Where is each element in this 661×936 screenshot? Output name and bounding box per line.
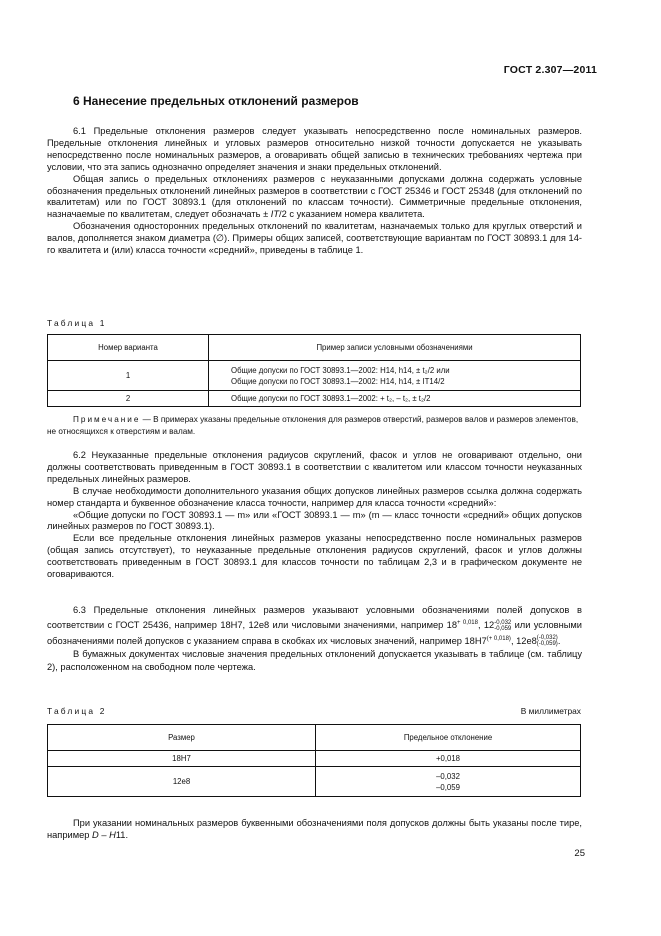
table-2-header-size: Размер: [48, 725, 316, 751]
paragraph-6-3: 6.3 Предельные отклонения линейных размеров указывают условными обозначениями полей допусков в соответствии с ГОСТ 25436, например 18H7, 12e8 или числовыми значениями, например $18^{+ 0,018}$, 12-0,032 -0,059 или условными обозначениями полей допусков с указанием справа в скобках их числовых значений, например $18H7^{(+ 0,018)}$, 12e8(-0,032) (-0,059). В бумажных документах числовые значения предельных отклонений допускается указывать в таблице (см. таблицу 2), расположенном на свободном поле чертежа.: [47, 605, 582, 672]
table-1-header-example: Пример записи условными обозначениями: [209, 335, 581, 361]
section-title: 6 Нанесение предельных отклонений размеров: [73, 94, 359, 108]
table-1-note: Примечание — В примерах указаны предельные отклонения для размеров отверстий, размеров валов и размеров элементов, не относящихся к отверстиям и валам.: [47, 415, 579, 436]
paragraph-6-2: 6.2 Неуказанные предельные отклонения радиусов скруглений, фасок и углов не оговаривают отдельно, они должны соответствовать приведенным в ГОСТ 30893.1 в соответствии с квалитетом или классом точности неуказанных предельных линейных размеров. В случае необходимости дополнительного указания общих допусков линейных размеров ссылка должна содержать номер стандарта и буквенное обозначение класса точности, например для класса точности «средний»: «Общие допуски по ГОСТ 30893.1 — m» или «ГОСТ 30893.1 — m» (m — класс точности «средний» общих допусков линейных размеров по ГОСТ 30893.1). Если все предельные отклонения линейных размеров указаны непосредственно после номинальных размеров (общая запись отсутствует), то неуказанные предельные отклонения радиусов скруглений, фасок и углов должны соответствовать приведенным в ГОСТ 30893.1 для классов точности по таблицам 2,3 и в графическом документе не оговариваются.: [47, 450, 582, 580]
table-row: 18H7 +0,018: [48, 751, 581, 767]
document-header: ГОСТ 2.307—2011: [503, 64, 597, 76]
table-1: [47, 334, 581, 407]
table-2-units: В миллиметрах: [520, 706, 581, 716]
table-2-caption: Таблица 2: [47, 706, 107, 716]
paragraph-final: При указании номинальных размеров буквенными обозначениями поля допусков должны быть указаны после тире, например D – H11.: [47, 818, 582, 840]
table-1-header-number: Номер варианта: [48, 335, 209, 361]
table-row: 2 Общие допуски по ГОСТ 30893.1—2002: + t₂, – t₂, ± t₂/2: [48, 391, 581, 407]
table-row: 12e8 –0,032 –0,059: [48, 767, 581, 797]
table-2-header-deviation: Предельное отклонение: [316, 725, 581, 751]
table-2: [47, 724, 581, 797]
page-number: 25: [574, 848, 585, 859]
table-row: 1 Общие допуски по ГОСТ 30893.1—2002: H14, h14, ± t₂/2 или Общие допуски по ГОСТ 30893.1—2002: H14, h14, ± IT14/2: [48, 361, 581, 391]
table-1-caption: Таблица 1: [47, 318, 107, 328]
paragraph-6-1: 6.1 Предельные отклонения размеров следует указывать непосредственно после номинальных размеров. Предельные отклонения линейных и угловых размеров относительно низкой точности допускается не указывать непосредственно после номинальных размеров, а оговаривать общей записью в технических требованиях чертежа при условии, что эта запись однозначно определяет значения и знаки предельных отклонений. Общая запись о предельных отклонениях размеров с неуказанными допусками должна содержать условные обозначения предельных отклонений линейных размеров в соответствии с ГОСТ 25346 и ГОСТ 25348 (для отклонений по квалитетам) или по ГОСТ 30893.1 (для отклонений по классам точности). Симметричные предельные отклонения, назначаемые по квалитетам, следует обозначать ± IT/2 с указанием номера квалитета. Обозначения односторонних предельных отклонений по квалитетам, назначаемых только для круглых отверстий и валов, дополняется знаком диаметра (∅). Примеры общих записей, соответствующие вариантам по ГОСТ 30893.1 для 14-го квалитета и (или) класса точности «средний», приведены в таблице 1.: [47, 126, 582, 256]
